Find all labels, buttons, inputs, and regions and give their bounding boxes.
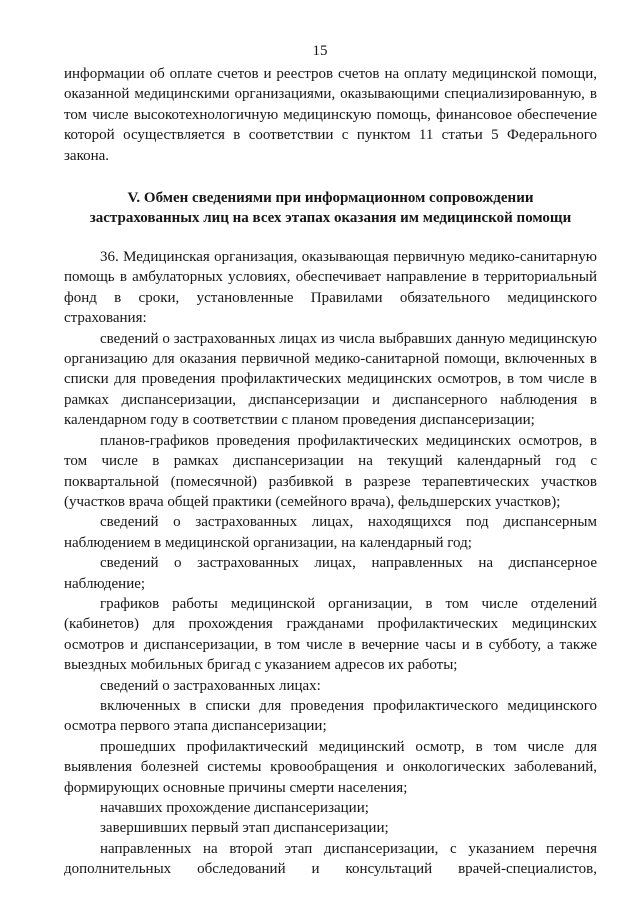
continuation-paragraph: информации об оплате счетов и реестров счетов на оплату медицинской помощи, оказанной медицинскими организациями, оказывающими специализированную, в том числе высокотехнологичную медицинскую помощь, финансовое обеспечение которой осуществляется в соответствии с пунктом 11 статьи 5 Федерального закона.	[64, 66, 597, 164]
page-number: 15	[312, 43, 328, 59]
section-heading: V. Обмен сведениями при информационном сопровождении застрахованных лиц на всех этапах оказания им медицинской помощи	[89, 190, 572, 227]
paragraph-item: сведений о застрахованных лицах:	[100, 677, 321, 694]
paragraph-item: сведений о застрахованных лицах, находящихся под диспансерным наблюдением в медицинской организации, на календарный год;	[64, 514, 597, 551]
paragraph-36: 36. Медицинская организация, оказывающая первичную медико-санитарную помощь в амбулаторных условиях, обеспечивает направление в территориальный фонд в сроки, установленные Правилами обязательного медицинского страхования:	[64, 249, 597, 327]
paragraph-item: планов-графиков проведения профилактических медицинских осмотров, в том числе в рамках диспансеризации на текущий календарный год с поквартальной (помесячной) разбивкой в разрезе терапевтических участков (участков врача общей практики (семейного врача), фельдшерских участков);	[64, 432, 597, 510]
document-body	[64, 64, 597, 880]
paragraph-item: сведений о застрахованных лицах, направленных на диспансерное наблюдение;	[64, 555, 597, 592]
paragraph-item: графиков работы медицинской организации, в том числе отделений (кабинетов) для прохождения гражданами профилактических медицинских осмотров и диспансеризации, в том числе в вечерние часы и в субботу, а также выездных мобильных бригад с указанием адресов их работы;	[64, 595, 597, 674]
paragraph-subitem: начавших прохождение диспансеризации;	[100, 800, 369, 816]
paragraph-item: сведений о застрахованных лицах из числа выбравших данную медицинскую организацию для оказания первичной медико-санитарной помощи, включенных в списки для проведения профилактических медицинских осмотров, в том числе в рамках диспансеризации, диспансеризации и диспансерного наблюдения в календарном году в соответствии с планом проведения диспансеризации;	[64, 330, 597, 429]
paragraph-subitem: завершивших первый этап диспансеризации;	[100, 820, 389, 837]
paragraph-subitem: направленных на второй этап диспансеризации, с указанием перечня дополнительных обследований и консультаций врачей-специалистов,	[64, 840, 597, 878]
paragraph-subitem: включенных в списки для проведения профилактического медицинского осмотра первого этапа диспансеризации;	[64, 697, 597, 735]
paragraph-subitem: прошедших профилактический медицинский осмотр, в том числе для выявления болезней системы кровообращения и онкологических заболеваний, формирующих основные причины смерти населения;	[64, 738, 597, 796]
